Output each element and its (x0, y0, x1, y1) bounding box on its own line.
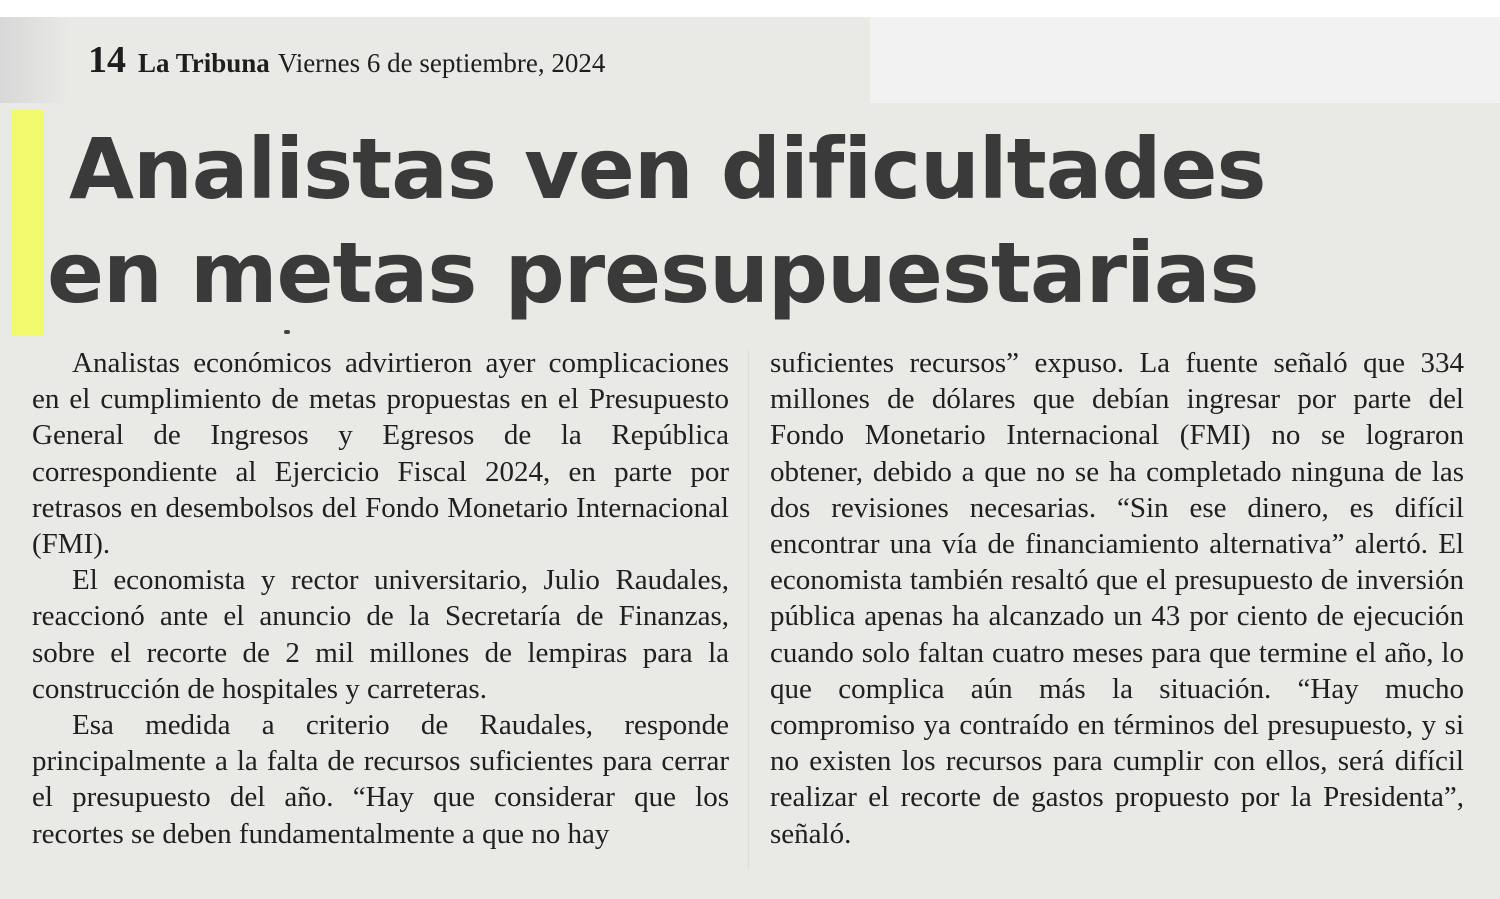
scan-top-margin (0, 0, 1500, 17)
column-divider (748, 350, 749, 870)
article-column-right (770, 345, 1464, 852)
article-column-left (32, 345, 729, 852)
paragraph: El economista y rector universitario, Julio Raudales, reaccionó ante el anuncio de la Secretaría de Finanzas, sobre el recorte de 2 mil millones de lempiras para la construcción de hospitales y carreteras. (32, 564, 729, 705)
paragraph: Analistas económicos advirtieron ayer complicaciones en el cumplimiento de metas propuestas en el Presupuesto General de Ingresos y Egresos de la República correspondiente al Ejercicio Fiscal 2024, en parte por retrasos en desembolsos del Fondo Monetario Internacional (FMI). (32, 347, 729, 561)
paragraph: suficientes recursos” expuso. La fuente señaló que 334 millones de dólares que debían ingresar por parte del Fondo Monetario Internacional (FMI) no se lograron obtener, debido a que no se ha completado ninguna de las dos revisiones necesarias. “Sin ese dinero, es difícil encontrar una vía de financiamiento alternativa” alertó. El economista también resaltó que el presupuesto de inversión pública apenas ha alcanzado un 43 por ciento de ejecución cuando solo faltan cuatro meses para que termine el año, lo que complica aún más la situación. “Hay mucho compromiso ya contraído en términos del presupuesto, y si no existen los recursos para cumplir con ellos, será difícil realizar el recorte de gastos propuesto por la Presidenta”, señaló. (770, 347, 1464, 850)
highlighter-mark (11, 109, 44, 336)
page-header (88, 38, 605, 82)
issue-date: Viernes 6 de septiembre, 2024 (277, 48, 606, 78)
article-headline (47, 117, 1487, 325)
scan-edge-shadow (0, 17, 70, 103)
print-speck (284, 330, 290, 334)
newspaper-name: La Tribuna (138, 48, 270, 78)
paragraph: Esa medida a criterio de Raudales, responde principalmente a la falta de recursos suficientes para cerrar el presupuesto del año. “Hay que considerar que los recortes se deben fundamentalmente a que no hay (32, 709, 729, 850)
headline-line-1: Analistas ven dificultades (69, 120, 1266, 218)
headline-line-2: en metas presupuestarias (47, 224, 1259, 322)
scan-blank-area (870, 17, 1500, 103)
page-number: 14 (88, 39, 126, 81)
